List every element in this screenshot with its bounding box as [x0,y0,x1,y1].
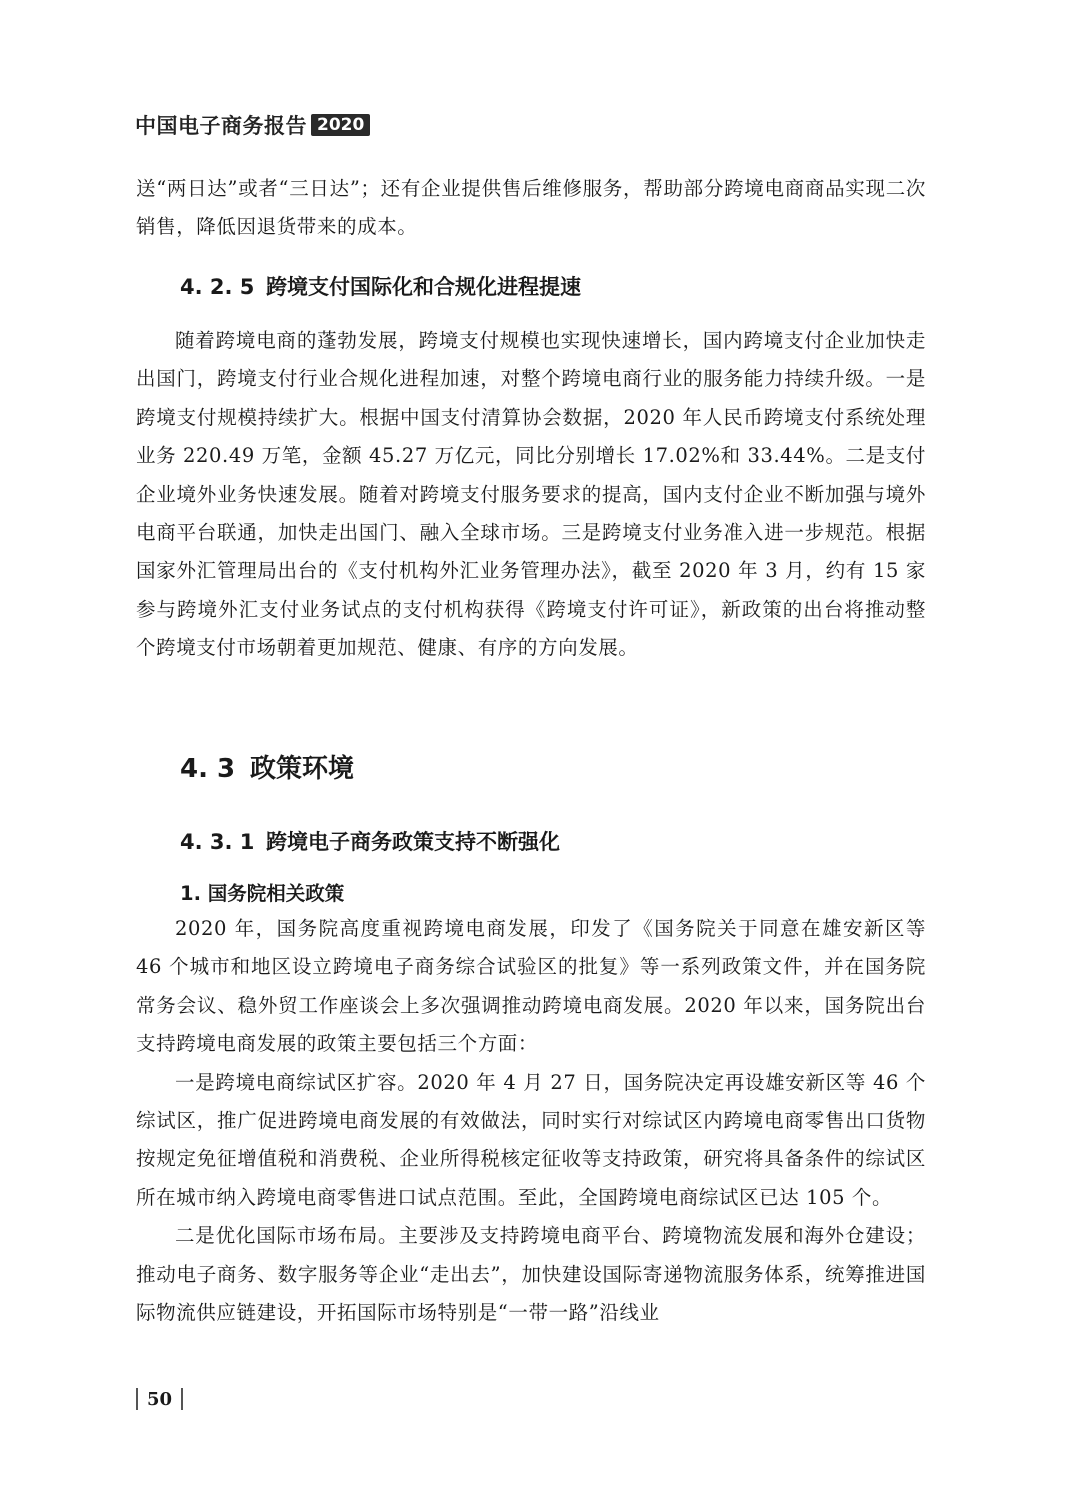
report-year-badge: 2020 [311,114,370,136]
paragraph-4-2-5 [136,322,926,668]
running-header [135,110,370,140]
paragraph-text: 随着跨境电商的蓬勃发展，跨境支付规模也实现快速增长，国内跨境支付企业加快走出国门，跨境支付行业合规化进程加速，对整个跨境电商行业的服务能力持续升级。一是跨境支付规模持续扩大。根据中国支付清算协会数据，2020 年人民币跨境支付系统处理业务 220.49 万笔，金额 45.27 万亿元，同比分别增长 17.02%和 33.44%。二是支付企业境外业务快速发展。随着对跨境支付服务要求的提高，国内支付企业不断加强与境外电商平台联通，加快走出国门、融入全球市场。三是跨境支付业务准入进一步规范。根据国家外汇管理局出台的《支付机构外汇业务管理办法》，截至 2020 年 3 月，约有 15 家参与跨境外汇支付业务试点的支付机构获得《跨境支付许可证》，新政策的出台将推动整个跨境支付市场朝着更加规范、健康、有序的方向发展。 [136,329,926,660]
section-heading-4-3 [180,748,354,785]
paragraph-continued [136,170,926,247]
section-number: 4. 3. 1 [180,830,255,854]
paragraph-text: 送“两日达”或者“三日达”；还有企业提供售后维修服务，帮助部分跨境电商商品实现二次销售，降低因退货带来的成本。 [136,177,926,239]
section-title: 跨境电子商务政策支持不断强化 [266,830,560,854]
divider [181,1388,183,1410]
paragraph-text: 二是优化国际市场布局。主要涉及支持跨境电商平台、跨境物流发展和海外仓建设；推动电子商务、数字服务等企业“走出去”，加快建设国际寄递物流服务体系，统筹推进国际物流供应链建设，开拓国际市场特别是“一带一路”沿线业 [136,1224,926,1325]
divider [136,1388,138,1410]
subheading-state-council: 1. 国务院相关政策 [180,882,345,905]
page-footer [136,1388,183,1410]
report-title: 中国电子商务报告 [135,114,307,138]
section-number: 4. 3 [180,754,236,784]
paragraph-text: 2020 年，国务院高度重视跨境电商发展，印发了《国务院关于同意在雄安新区等 46 个城市和地区设立跨境电子商务综合试验区的批复》等一系列政策文件，并在国务院常务会议、稳外贸工作座谈会上多次强调推动跨境电商发展。2020 年以来，国务院出台支持跨境电商发展的政策主要包括三个方面： [136,917,926,1056]
section-title: 跨境支付国际化和合规化进程提速 [266,275,581,299]
paragraph-text: 一是跨境电商综试区扩容。2020 年 4 月 27 日，国务院决定再设雄安新区等 46 个综试区，推广促进跨境电商发展的有效做法，同时实行对综试区内跨境电商零售出口货物按规定免征增值税和消费税、企业所得税核定征收等支持政策，研究将具备条件的综试区所在城市纳入跨境电商零售进口试点范围。至此，全国跨境电商综试区已达 105 个。 [136,1070,926,1209]
section-number: 4. 2. 5 [180,275,255,299]
section-heading-4-3-1 [180,826,560,856]
section-heading-4-2-5 [180,271,581,301]
section-title: 政策环境 [250,754,355,784]
paragraphs-4-3-1 [136,910,926,1332]
page-number: 50 [147,1388,173,1410]
